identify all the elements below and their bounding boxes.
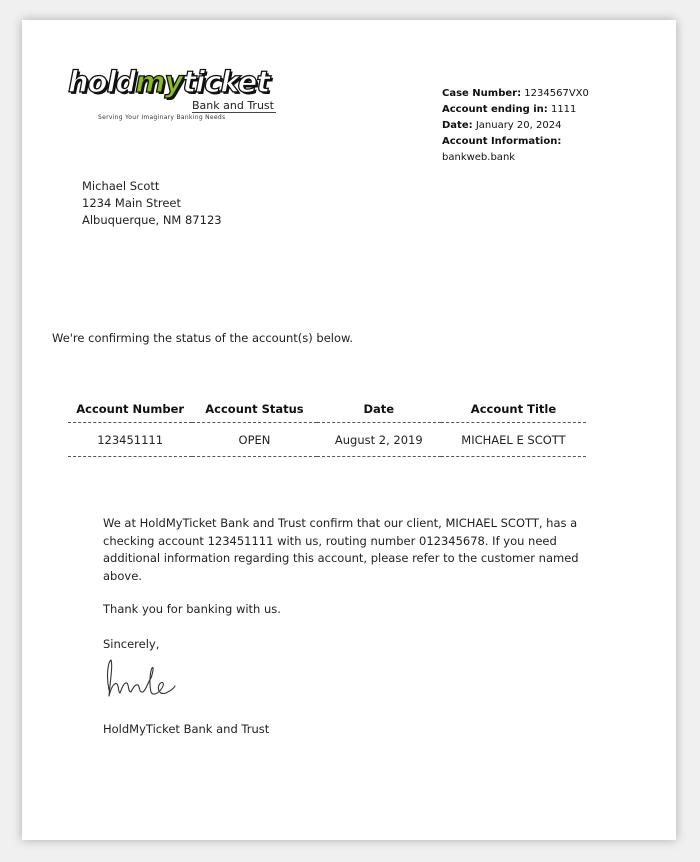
logo-subtitle: Bank and Trust — [192, 99, 274, 112]
letter-date: January 20, 2024 — [475, 120, 562, 131]
bank-sign-off: HoldMyTicket Bank and Trust — [103, 722, 270, 736]
confirmation-paragraph: We at HoldMyTicket Bank and Trust confirm that our client, MICHAEL SCOTT, has a checking account 123451111 with us, routing number 012345678. If you need additional information regarding this account, please refer to the customer named above. — [103, 516, 579, 583]
thanks-text: Thank you for banking with us. — [103, 602, 281, 616]
header-account-number: Account Number — [68, 395, 192, 423]
recipient-street: 1234 Main Street — [82, 196, 181, 210]
header-account-title: Account Title — [441, 395, 586, 423]
logo-tagline: Serving Your Imaginary Banking Needs — [98, 114, 226, 121]
account-info-line: Account Information: — [442, 136, 562, 147]
account-table — [68, 395, 586, 457]
cell-account-status: OPEN — [192, 423, 316, 457]
letter-page — [22, 20, 676, 840]
recipient-address — [82, 178, 222, 229]
header-account-status: Account Status — [192, 395, 316, 423]
recipient-name: Michael Scott — [82, 179, 160, 193]
recipient-city: Albuquerque, NM 87123 — [82, 213, 222, 227]
intro-text: We're confirming the status of the account(s) below. — [52, 331, 354, 345]
table-header-row — [68, 395, 586, 423]
case-number-line: Case Number: 1234567VX0 — [442, 88, 589, 99]
closing-text: Sincerely, — [103, 637, 160, 651]
case-info — [442, 86, 589, 166]
table-row — [68, 423, 586, 457]
logo-wordmark: holdmyticket — [68, 65, 270, 99]
bank-logo — [68, 62, 282, 122]
date-line: Date: January 20, 2024 — [442, 120, 562, 131]
cell-account-number: 123451111 — [68, 423, 192, 457]
header-date: Date — [317, 395, 441, 423]
cell-date: August 2, 2019 — [317, 423, 441, 457]
account-info-url: bankweb.bank — [442, 152, 516, 163]
case-number: 1234567VX0 — [524, 88, 589, 99]
signature-image — [102, 652, 182, 704]
account-ending-line: Account ending in: 1111 — [442, 104, 577, 115]
cell-account-title: MICHAEL E SCOTT — [441, 423, 586, 457]
account-ending: 1111 — [550, 104, 577, 115]
